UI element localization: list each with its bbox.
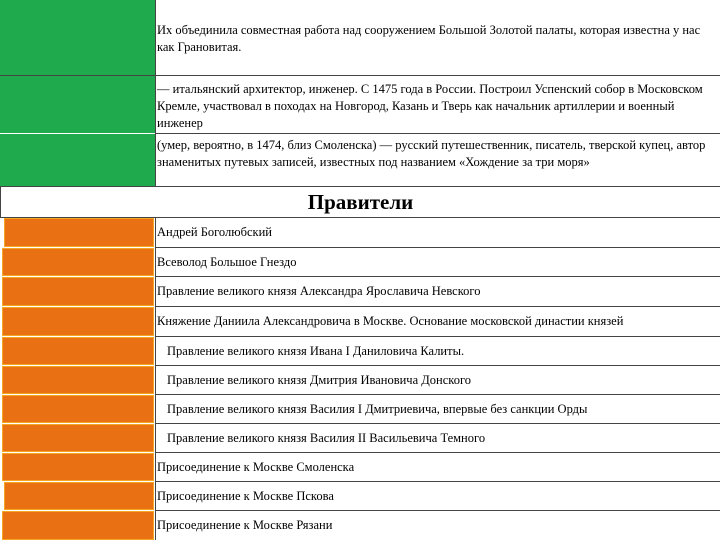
table-row [0, 395, 720, 423]
row-text: Присоединение к Москве Пскова [157, 489, 334, 503]
table-row [0, 76, 720, 133]
column-divider [155, 218, 156, 540]
orange-cell [2, 424, 154, 452]
table-row [0, 277, 720, 306]
row-text: Их объединила совместная работа над сооружением Большой Золотой палаты, которая известна у нас как Грановитая. [157, 23, 701, 54]
orange-cell [2, 453, 154, 481]
row-text: (умер, вероятно, в 1474, близ Смоленска) — русский путешественник, писатель, тверской купец, автор знаменитых путевых записей, известных под названием «Хождение за три моря» [157, 138, 706, 169]
row-text: Княжение Даниила Александровича в Москве. Основание московской династии князей [157, 314, 624, 328]
orange-cell [2, 248, 154, 276]
table-row [0, 482, 720, 510]
section-heading: Правители [307, 190, 414, 214]
row-text: Присоединение к Москве Рязани [157, 518, 333, 532]
orange-cell [2, 511, 154, 540]
row-text: — итальянский архитектор, инженер. С 1475 года в России. Построил Успенский собор в Московском Кремле, участвовал в походах на Новгород, Казань и Тверь как начальник артиллерии и военный инженер [157, 82, 703, 130]
table-row [0, 248, 720, 276]
orange-cell [2, 366, 154, 394]
green-cell [0, 0, 155, 75]
green-cell [0, 134, 155, 186]
row-text: Андрей Боголюбский [157, 225, 272, 239]
row-text: Правление великого князя Дмитрия Ивановича Донского [167, 373, 472, 387]
row-text: Правление великого князя Василия I Дмитриевича, впервые без санкции Орды [167, 402, 588, 416]
column-divider [155, 0, 156, 186]
orange-cell [2, 307, 154, 336]
table-row [0, 424, 720, 452]
orange-cell [4, 482, 154, 510]
table-row [0, 218, 720, 247]
table-row [0, 134, 720, 186]
green-cell [0, 76, 155, 133]
table-row [0, 307, 720, 336]
row-text: Всеволод Большое Гнездо [157, 255, 297, 269]
table-row [0, 337, 720, 365]
row-text: Присоединение к Москве Смоленска [157, 460, 355, 474]
orange-cell [2, 277, 154, 306]
table-row [0, 511, 720, 540]
row-text: Правление великого князя Александра Ярославича Невского [157, 284, 481, 298]
table-row [0, 0, 720, 75]
orange-cell [2, 395, 154, 423]
orange-cell [4, 218, 154, 247]
section-heading-row [0, 186, 720, 218]
row-text: Правление великого князя Ивана I Даниловича Калиты. [167, 344, 465, 358]
table-row [0, 366, 720, 394]
row-text: Правление великого князя Василия II Васильевича Темного [167, 431, 486, 445]
table-row [0, 453, 720, 481]
orange-cell [2, 337, 154, 365]
